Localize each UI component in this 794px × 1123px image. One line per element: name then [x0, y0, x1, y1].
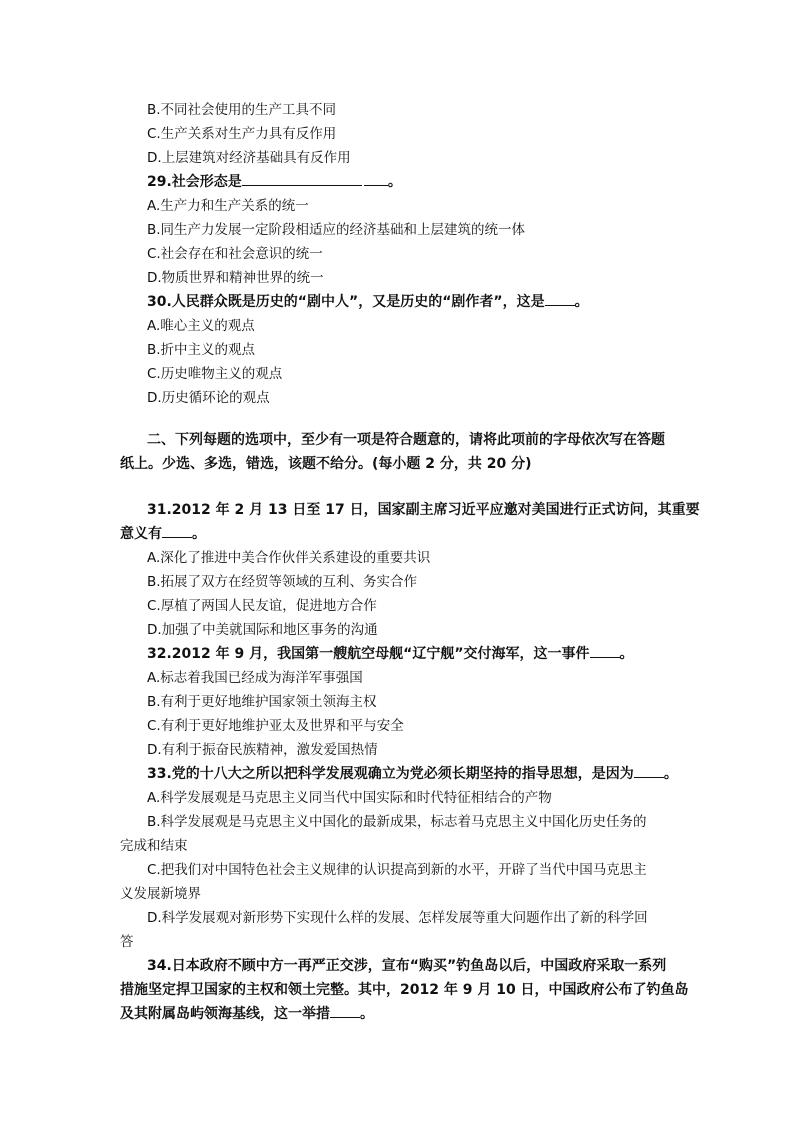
question-33-end: 。 [663, 766, 678, 782]
question-32 [147, 644, 634, 664]
question-30 [147, 292, 589, 312]
question-32-end: 。 [619, 646, 634, 662]
question-30-end: 。 [574, 294, 589, 310]
option-30-c: C.历史唯物主义的观点 [147, 366, 283, 382]
option-32-a: A.标志着我国已经成为海洋军事强国 [147, 670, 363, 686]
option-33-c: C.把我们对中国特色社会主义规律的认识提高到新的水平，开辟了当代中国马克思主 [147, 862, 647, 878]
option-32-b: B.有利于更好地维护国家领土领海主权 [147, 694, 377, 710]
question-30-stem: 30.人民群众既是历史的“剧中人”，又是历史的“剧作者”，这是 [147, 294, 545, 310]
question-34-stem: 及其附属岛屿领海基线，这一举措 [120, 1006, 330, 1022]
question-32-stem: 32.2012 年 9 月，我国第一艘航空母舰“辽宁舰”交付海军，这一事件 [147, 646, 590, 662]
question-29-end: 。 [387, 174, 402, 190]
option-29-a: A.生产力和生产关系的统一 [147, 198, 309, 214]
question-34-cont-1: 措施坚定捍卫国家的主权和领土完整。其中，2012 年 9 月 10 日，中国政府公布了钓鱼岛 [120, 982, 689, 998]
option-31-b: B.拓展了双方在经贸等领域的互利、务实合作 [147, 574, 418, 590]
answer-blank [330, 1004, 360, 1018]
answer-blank [242, 172, 362, 186]
question-29 [147, 172, 402, 192]
option-33-a: A.科学发展观是马克思主义同当代中国实际和时代特征相结合的产物 [147, 790, 552, 806]
question-31: 31.2012 年 2 月 13 日至 17 日，国家副主席习近平应邀对美国进行正式访问，其重要 [147, 502, 700, 518]
question-34-end: 。 [360, 1006, 374, 1022]
section-2-heading: 二、下列每题的选项中，至少有一项是符合题意的，请将此项前的字母依次写在答题 [147, 432, 665, 448]
question-31-end: 。 [192, 526, 206, 542]
option-29-d: D.物质世界和精神世界的统一 [147, 270, 324, 286]
option-30-d: D.历史循环论的观点 [147, 390, 270, 406]
option-28-c: C.生产关系对生产力具有反作用 [147, 126, 337, 142]
option-31-c: C.厚植了两国人民友谊，促进地方合作 [147, 598, 377, 614]
option-33-d: D.科学发展观对新形势下实现什么样的发展、怎样发展等重大问题作出了新的科学回 [147, 910, 648, 926]
answer-blank [590, 644, 620, 658]
section-2-heading-cont: 纸上。少选、多选，错选，该题不给分。(每小题 2 分，共 20 分) [120, 456, 532, 472]
option-33-d-cont: 答 [120, 934, 134, 950]
answer-blank [162, 524, 192, 538]
option-28-b: B.不同社会使用的生产工具不同 [147, 102, 337, 118]
option-32-d: D.有利于振奋民族精神，激发爱国热情 [147, 742, 378, 758]
question-33-stem: 33.党的十八大之所以把科学发展观确立为党必须长期坚持的指导思想，是因为 [147, 766, 634, 782]
question-33 [147, 764, 678, 784]
option-30-a: A.唯心主义的观点 [147, 318, 255, 334]
option-32-c: C.有利于更好地维护亚太及世界和平与安全 [147, 718, 404, 734]
option-33-b: B.科学发展观是马克思主义中国化的最新成果，标志着马克思主义中国化历史任务的 [147, 814, 647, 830]
answer-blank [545, 292, 575, 306]
option-33-c-cont: 义发展新境界 [120, 886, 201, 902]
question-34: 34.日本政府不顾中方一再严正交涉，宣布“购买”钓鱼岛以后，中国政府采取一系列 [147, 958, 667, 974]
question-29-stem: 29.社会形态是 [147, 174, 242, 190]
question-31-stem: 意义有 [120, 526, 162, 542]
question-34-cont-2 [120, 1004, 374, 1024]
option-28-d: D.上层建筑对经济基础具有反作用 [147, 150, 351, 166]
option-31-a: A.深化了推进中美合作伙伴关系建设的重要共识 [147, 550, 431, 566]
question-31-cont [120, 524, 206, 544]
option-29-b: B.同生产力发展一定阶段相适应的经济基础和上层建筑的统一体 [147, 222, 526, 238]
answer-blank [364, 172, 388, 186]
option-33-b-cont: 完成和结束 [120, 838, 188, 854]
answer-blank [634, 764, 664, 778]
option-30-b: B.折中主义的观点 [147, 342, 256, 358]
option-29-c: C.社会存在和社会意识的统一 [147, 246, 323, 262]
option-31-d: D.加强了中美就国际和地区事务的沟通 [147, 622, 378, 638]
